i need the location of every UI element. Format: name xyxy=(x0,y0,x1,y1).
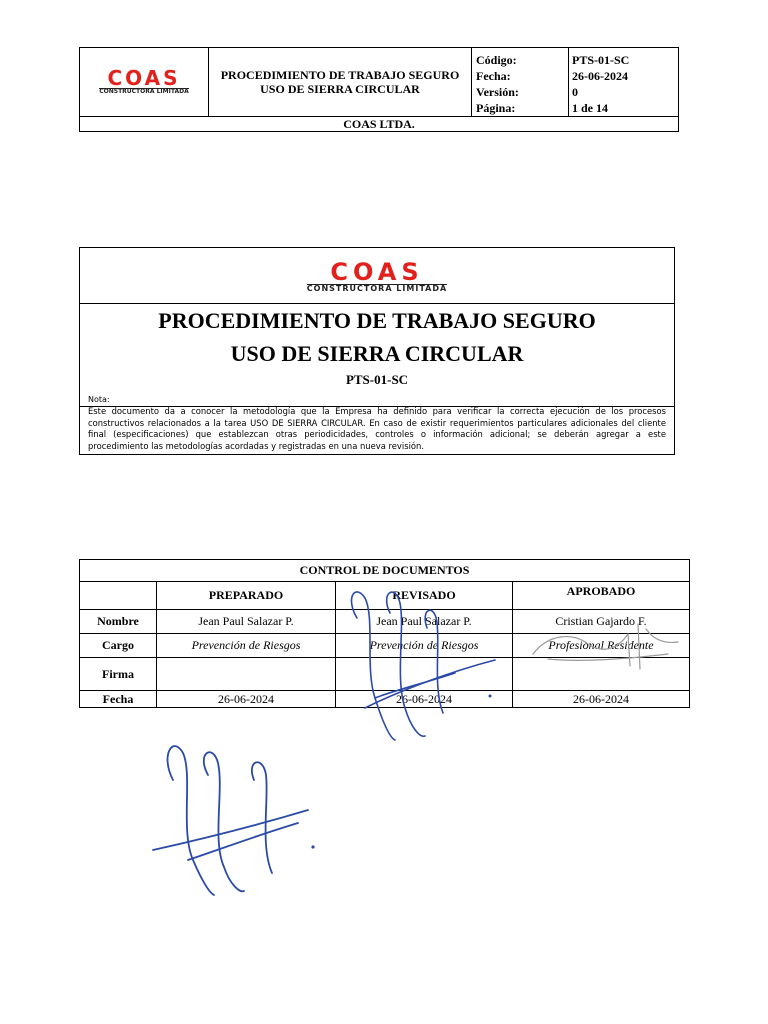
control-title: CONTROL DE DOCUMENTOS xyxy=(80,560,690,582)
label-pagina: Página: xyxy=(476,101,516,115)
label-version: Versión: xyxy=(476,85,519,99)
note-label: Nota: xyxy=(88,395,110,404)
cover-box xyxy=(79,247,675,455)
control-corner xyxy=(80,582,157,610)
header-title-line1: PROCEDIMIENTO DE TRABAJO SEGURO xyxy=(220,68,460,82)
note-text: Este documento da a conocer la metodología que la Empresa ha definido para verificar la correcta ejecución de los procesos constructivos relacionados a la tarea USO DE SIERRA CIRCULAR. En caso de existir requerimientos particulares adicionales del cliente final (especificaciones) que establezcan otras periodicidades, controles o información adicional; se deberán agregar a este procedimiento las metodologías acordadas y registradas en una nueva revisión. xyxy=(88,406,666,451)
cover-title-line2: USO DE SIERRA CIRCULAR xyxy=(230,341,524,366)
col-aprobado: APROBADO xyxy=(513,582,690,610)
document-header xyxy=(79,47,679,132)
firma-preparado xyxy=(157,658,336,691)
header-title-cell xyxy=(209,48,472,117)
document-control-table xyxy=(79,559,690,708)
header-title-line2: USO DE SIERRA CIRCULAR xyxy=(260,82,420,96)
company-logo: COAS CONSTRUCTORA LIMITADA xyxy=(99,65,189,95)
col-preparado: PREPARADO xyxy=(157,582,336,610)
fecha-revisado: 26-06-2024 xyxy=(336,691,513,708)
value-version: 0 xyxy=(572,85,578,99)
value-pagina: 1 de 14 xyxy=(572,101,608,115)
cover-company-logo: COAS CONSTRUCTORA LIMITADA xyxy=(306,258,448,293)
header-labels-cell xyxy=(472,48,569,117)
nombre-aprobado: Cristian Gajardo F. xyxy=(513,610,690,634)
signature-standalone xyxy=(148,735,333,900)
firma-revisado xyxy=(336,658,513,691)
label-fecha: Fecha: xyxy=(476,69,511,83)
row-label-nombre: Nombre xyxy=(80,610,157,634)
nombre-revisado: Jean Paul Salazar P. xyxy=(336,610,513,634)
row-label-cargo: Cargo xyxy=(80,634,157,658)
fecha-aprobado: 26-06-2024 xyxy=(513,691,690,708)
row-label-fecha: Fecha xyxy=(80,691,157,708)
nombre-preparado: Jean Paul Salazar P. xyxy=(157,610,336,634)
firma-aprobado xyxy=(513,658,690,691)
header-company: COAS LTDA. xyxy=(80,117,679,132)
label-codigo: Código: xyxy=(476,53,517,67)
cargo-revisado: Prevención de Riesgos xyxy=(336,634,513,658)
cargo-preparado: Prevención de Riesgos xyxy=(157,634,336,658)
cover-code: PTS-01-SC xyxy=(345,372,409,387)
cover-title-line1: PROCEDIMIENTO DE TRABAJO SEGURO xyxy=(158,308,596,333)
header-logo-cell xyxy=(80,48,209,117)
cargo-aprobado: Profesional Residente xyxy=(513,634,690,658)
value-codigo: PTS-01-SC xyxy=(572,53,630,67)
row-label-firma: Firma xyxy=(80,658,157,691)
value-fecha: 26-06-2024 xyxy=(572,69,628,83)
header-values-cell xyxy=(569,48,679,117)
col-revisado: REVISADO xyxy=(336,582,513,610)
cover-logo-cell xyxy=(80,248,674,304)
fecha-preparado: 26-06-2024 xyxy=(157,691,336,708)
